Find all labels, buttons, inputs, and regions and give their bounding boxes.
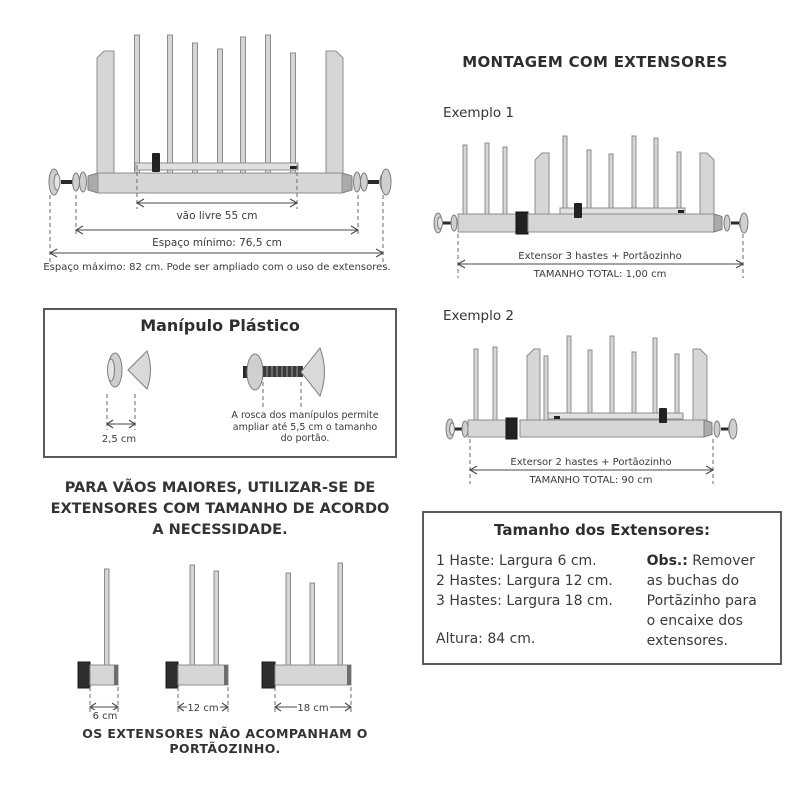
- manipulo-box: [43, 308, 397, 458]
- manipulo-knob-icon: [93, 338, 203, 450]
- example1-dim-line2: TAMANHO TOTAL: 1,00 cm: [533, 269, 667, 280]
- size-row: 2 Hastes: Largura 12 cm.: [436, 573, 613, 589]
- example1-label: Exemplo 1: [443, 105, 515, 121]
- wall-anchor-right-icon: [724, 213, 748, 233]
- manipulo-note: A rosca dos manípulos permite ampliar até 5,5 cm o tamanho do portão.: [231, 410, 379, 444]
- extensor-1-haste-icon: [78, 569, 118, 688]
- size-row: 1 Haste: Largura 6 cm.: [436, 553, 597, 569]
- dim-espaco-minimo: Espaço mínimo: 76,5 cm: [152, 237, 282, 249]
- wall-anchor-left-icon: [434, 213, 457, 233]
- extensor-2-hastes-attached: [468, 347, 517, 439]
- obs-label: Obs.:: [646, 553, 688, 569]
- example1-diagram: [430, 128, 790, 290]
- bigger-spans-heading: PARA VÃOS MAIORES, UTILIZAR-SE DE EXTENSORES COM TAMANHO DE ACORDO A NECESSIDADE.: [50, 480, 390, 538]
- extensor-3-hastes-attached: [458, 143, 528, 234]
- latch-icon: [574, 203, 582, 218]
- dim-vao-livre: vão livre 55 cm: [176, 210, 258, 222]
- example1-dim-line1: Extensor 3 hastes + Portãozinho: [518, 251, 682, 262]
- manipulo-title: Manípulo Plástico: [140, 316, 300, 335]
- example2-dim-line1: Extersor 2 hastes + Portãozinho: [510, 457, 672, 468]
- obs-note: [647, 551, 768, 651]
- example2-label: Exemplo 2: [443, 308, 515, 324]
- extensor-3-hastes-icon: [262, 563, 351, 688]
- size-row: 3 Hastes: Largura 18 cm.: [436, 593, 613, 609]
- extensor-sizes-box: [422, 511, 782, 665]
- size-box-title: Tamanho dos Extensores:: [494, 521, 710, 539]
- wall-anchor-left-icon: [49, 169, 87, 195]
- extensors-footer-note: OS EXTENSORES NÃO ACOMPANHAM O PORTÃOZINHO.: [82, 726, 368, 756]
- size-list: [436, 551, 637, 651]
- extensor-2-hastes-icon: [166, 565, 228, 688]
- gate-drawing: [88, 35, 352, 193]
- wall-anchor-right-icon: [714, 419, 737, 439]
- dim-18cm: 18 cm: [297, 703, 329, 714]
- wall-anchor-left-icon: [446, 419, 468, 439]
- montagem-title: MONTAGEM COM EXTENSORES: [462, 53, 728, 71]
- gate-measurement-diagram: [40, 25, 400, 275]
- dim-6cm: 6 cm: [92, 711, 118, 720]
- dim-espaco-maximo: Espaço máximo: 82 cm. Pode ser ampliado com o uso de extensores.: [43, 262, 391, 273]
- dim-12cm: 12 cm: [187, 703, 219, 714]
- obs-text: Remover as buchas do Portãzinho para o encaixe dos extensores.: [646, 553, 757, 649]
- example2-diagram: [430, 328, 790, 490]
- height-row: Altura: 84 cm.: [436, 631, 536, 647]
- gate-drawing: [528, 136, 722, 232]
- example2-dim-line2: TAMANHO TOTAL: 90 cm: [529, 475, 653, 486]
- wall-anchor-right-icon: [354, 169, 392, 195]
- latch-icon: [152, 153, 160, 172]
- latch-icon: [659, 408, 667, 423]
- dim-manipulo-width: 2,5 cm: [101, 434, 137, 445]
- manipulo-thread-icon: [235, 338, 385, 410]
- extensors-diagram: [40, 555, 410, 720]
- gate-drawing: [520, 336, 712, 437]
